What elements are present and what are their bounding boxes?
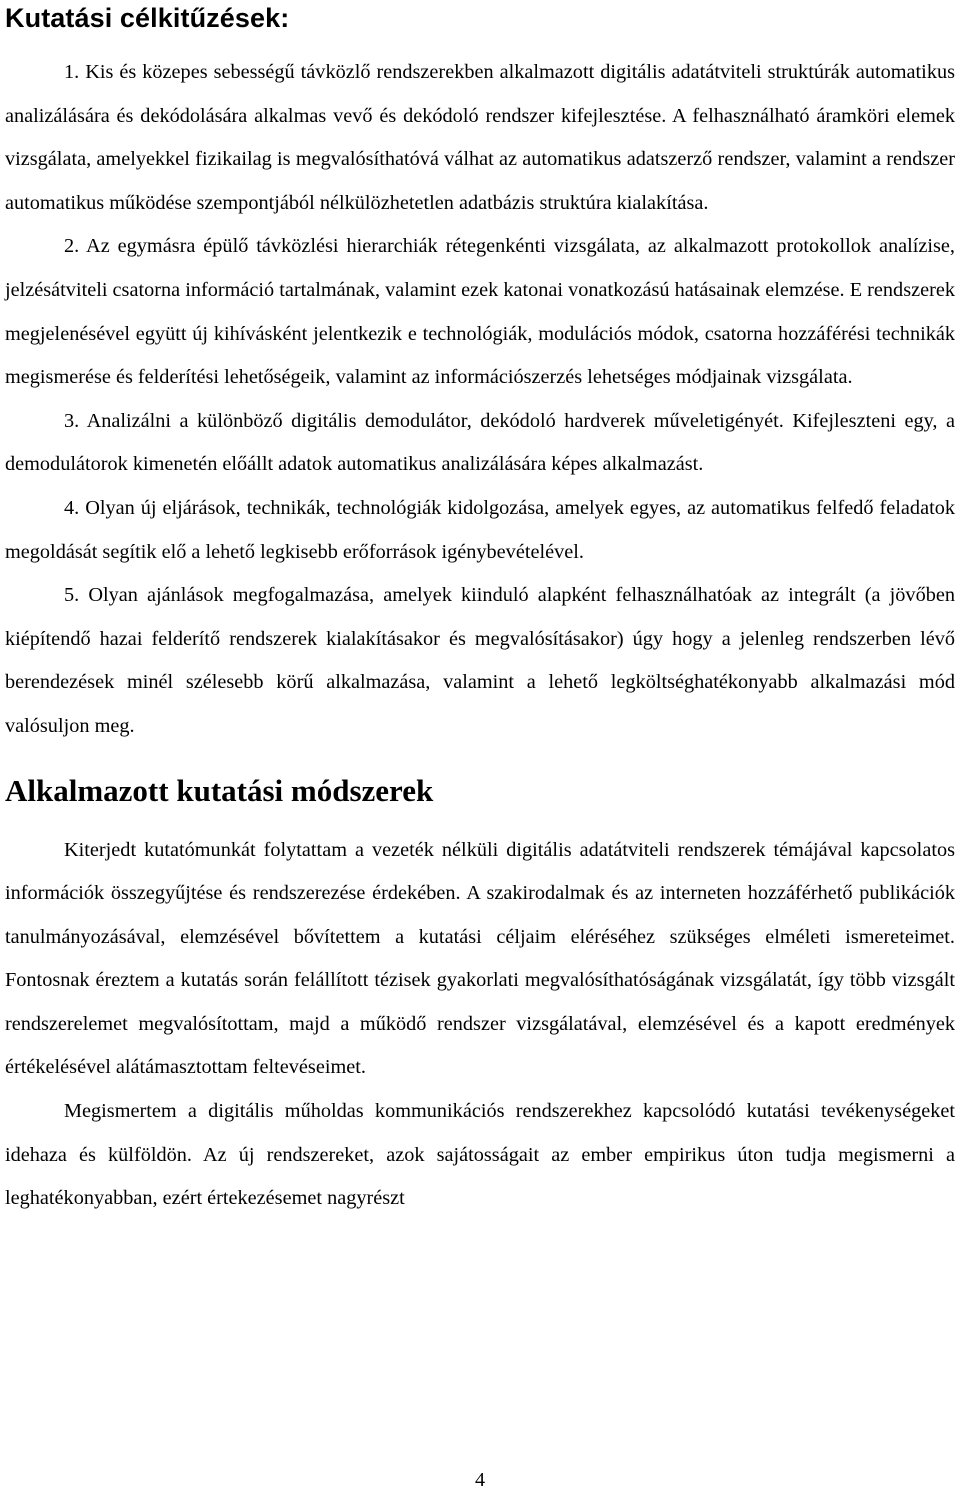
objective-number: 2.: [64, 235, 80, 258]
document-page: [5, 0, 955, 1221]
objective-item-4: [5, 487, 955, 574]
methods-heading: Alkalmazott kutatási módszerek: [5, 772, 434, 808]
objective-text: Analizálni a különböző digitális demodulátor, dekódoló hardverek műveletigényét. Kifejleszteni egy, a demodulátorok kimenetén előállt adatok automatikus analizálására képes alkalmazást.: [5, 409, 955, 476]
objectives-list: [5, 51, 955, 749]
methods-paragraph-1: Kiterjedt kutatómunkát folytattam a vezeték nélküli digitális adatátviteli rendszerek témájával kapcsolatos információk összegyűjtése és rendszerezése érdekében. A szakirodalmak és az interneten hozzáférhető publikációk tanulmányozásával, elemzésével bővítettem a kutatási céljaim eléréséhez szükséges elméleti ismereteimet. Fontosnak éreztem a kutatás során felállított tézisek gyakorlati megvalósíthatóságának vizsgálatát, így több vizsgált rendszerelemet megvalósítottam, majd a működő rendszer vizsgálatával, elemzésével és a kapott eredmények értékelésével alátámasztottam feltevéseimet.: [5, 838, 955, 1079]
objectives-heading: Kutatási célkitűzések:: [5, 3, 290, 33]
methods-paragraph-2: Megismertem a digitális műholdas kommunikációs rendszerekhez kapcsolódó kutatási tevékenységeket idehaza és külföldön. Az új rendszereket, azok sajátosságait az ember empirikus úton tudja megismerni a leghatékonyabban, ezért értekezésemet nagyrészt: [5, 1100, 955, 1210]
objective-text: Kis és közepes sebességű távközlő rendszerekben alkalmazott digitális adatátviteli struktúrák automatikus analizálására és dekódolására alkalmas vevő és dekódoló rendszer kifejlesztése. A felhasználható áramköri elemek vizsgálata, amelyekkel fizikailag is megvalósíthatóvá válhat az automatikus adatszerző rendszer, valamint a rendszer automatikus működése szempontjából nélkülözhetetlen adatbázis struktúra kialakítása.: [5, 61, 955, 214]
objective-text: Olyan ajánlások megfogalmazása, amelyek kiinduló alapként felhasználhatóak az integrált (a jövőben kiépítendő hazai felderítő rendszerek kialakításakor és megvalósításakor) úgy hogy a jelenleg rendszerben lévő berendezések minél szélesebb körű alkalmazása, valamint a lehető legköltséghatékonyabb alkalmazási mód valósuljon meg.: [5, 584, 955, 737]
objective-number: 4.: [64, 496, 80, 519]
objective-item-3: [5, 400, 955, 487]
objective-item-2: [5, 225, 955, 399]
objective-text: Olyan új eljárások, technikák, technológiák kidolgozása, amelyek egyes, az automatikus felfedő feladatok megoldását segítik elő a lehető legkisebb erőforrások igénybevételével.: [5, 496, 955, 563]
objective-item-1: [5, 51, 955, 225]
methods-section: [5, 829, 955, 1221]
objective-text: Az egymásra épülő távközlési hierarchiák rétegenkénti vizsgálata, az alkalmazott protokollok analízise, jelzésátviteli csatorna információ tartalmának, valamint ezek katonai vonatkozású hatásainak elemzése. E rendszerek megjelenésével együtt új kihívásként jelentkezik e technológiák, modulációs módok, csatorna hozzáférési technikák megismerése és felderítési lehetőségeik, valamint az információszerzés lehetséges módjainak vizsgálata.: [5, 235, 955, 389]
objective-item-5: [5, 574, 955, 748]
objective-number: 1.: [64, 61, 80, 83]
objective-number: 3.: [64, 409, 80, 432]
objective-number: 5.: [64, 584, 80, 607]
page-number: 4: [475, 1469, 485, 1491]
